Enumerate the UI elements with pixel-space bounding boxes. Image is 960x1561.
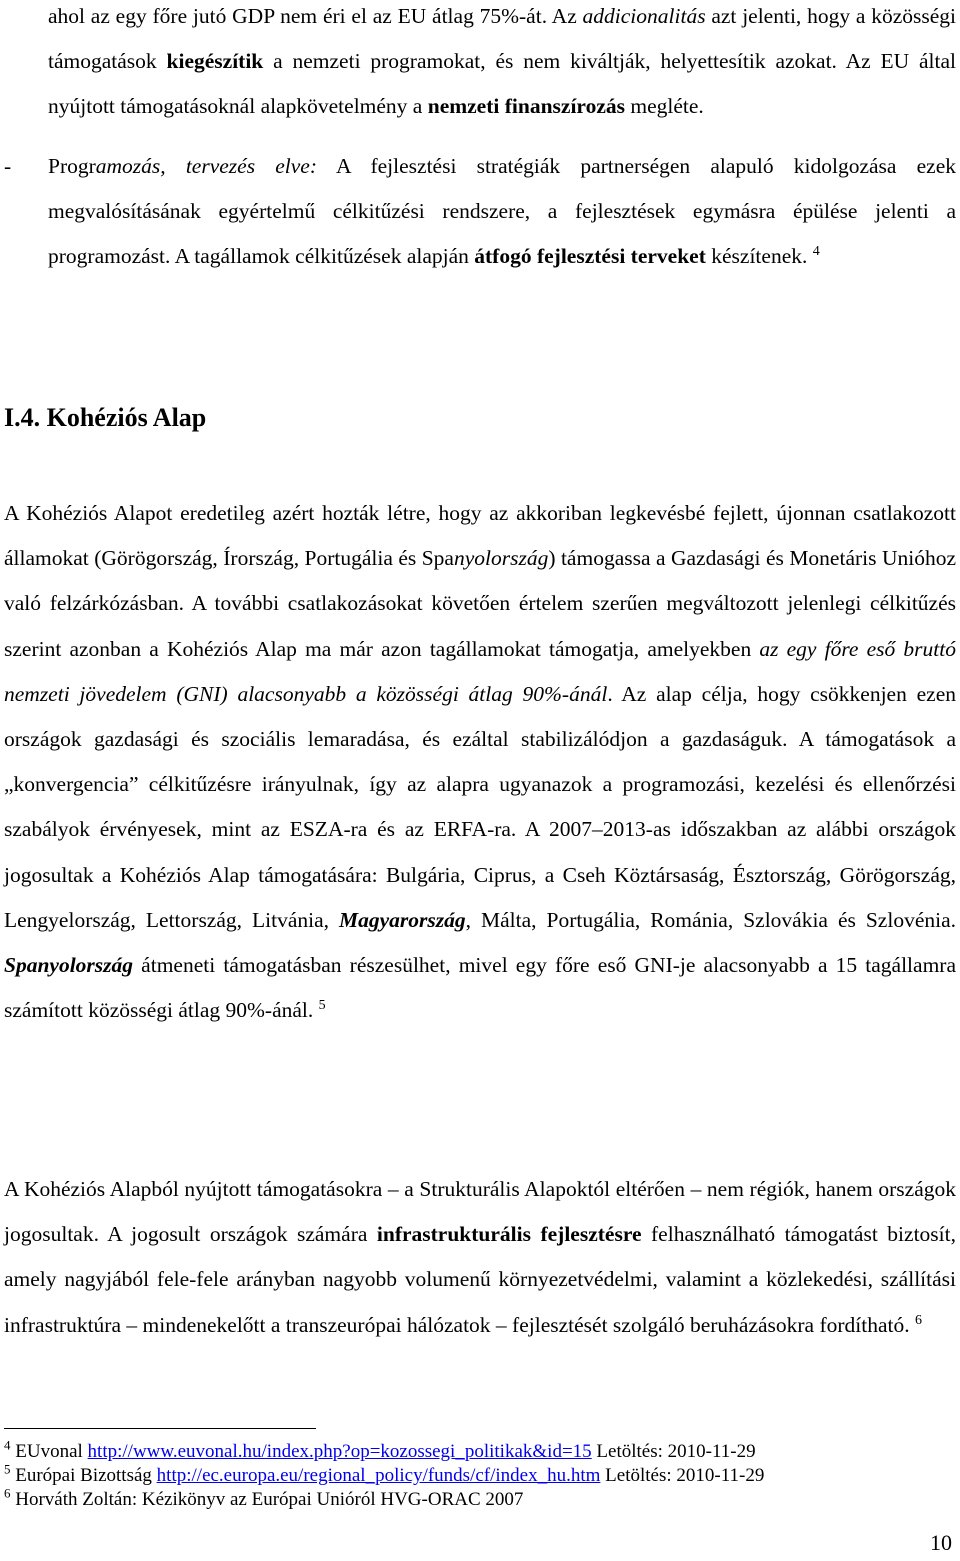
bold-term: átfogó fejlesztési terveket bbox=[474, 244, 706, 268]
text-run: átmeneti támogatásban részesülhet, mivel egy főre eső GNI-je alacsonyabb a 15 tagállamra számított közösségi átlag 90%-ánál. bbox=[4, 953, 956, 1023]
text-run: Progr bbox=[48, 154, 96, 178]
footnote-number: 6 bbox=[4, 1485, 11, 1501]
footnotes bbox=[4, 1437, 956, 1512]
italic-term: addicionalitás bbox=[582, 4, 706, 28]
footnote-number: 4 bbox=[4, 1437, 11, 1453]
bold-term: nemzeti finanszírozás bbox=[427, 94, 625, 118]
footnote-text: Horváth Zoltán: Kézikönyv az Európai Unióról HVG-ORAC 2007 bbox=[15, 1489, 524, 1510]
text-run: . Az alap célja, hogy csökkenjen ezen országok gazdasági és szociális lemaradása, és ezáltal stabilizálódjon a gazdaságuk. A támogatások a „konvergencia” célkitűzésre irányulnak, így az alapra ugyanazok a programozási, kezelési és ellenőrzési szabályok érvényesek, mint az ESZA-ra és az ERFA-ra. A 2007–2013-as időszakban az alábbi országok jogosultak a Kohéziós Alap támogatására: Bulgária, Ciprus, a Cseh Köztársaság, Észtország, Görögország, Lengyelország, Lettország, Litvánia, bbox=[4, 681, 956, 932]
bold-term: kiegészítik bbox=[166, 49, 264, 73]
section-heading: I.4. Kohéziós Alap bbox=[4, 403, 207, 432]
footnote-ref[interactable]: 6 bbox=[915, 1312, 923, 1328]
text-run: felhasználható támogatást biztosít, amely nagyjából fele-fele arányban nagyobb volumenű környezetvédelmi, valamint a közlekedési, szállítási infrastruktúra – mindenekelőtt a transzeurópai hálózatok – fejlesztését szolgáló beruházásokra fordítható. bbox=[4, 1222, 956, 1337]
text-run: , Málta, Portugália, Románia, Szlovákia és Szlovénia. bbox=[465, 907, 956, 932]
text-run: azt jelenti, hogy a közösségi támogatások bbox=[48, 4, 956, 73]
text-run: ahol az egy főre jutó GDP nem éri el az EU átlag 75%-át. Az bbox=[48, 4, 583, 28]
footnote bbox=[4, 1461, 956, 1488]
text-run: megléte. bbox=[624, 94, 704, 118]
text-run: A Kohéziós Alapot eredetileg azért hozták létre, hogy az akkoriban legkevésbé fejlett, újonnan csatlakozott államokat (Görögország, Írország, Portugália és Spa bbox=[4, 501, 956, 571]
footnote-number: 5 bbox=[4, 1461, 11, 1477]
bold-italic-term: Spanyolország bbox=[4, 953, 134, 978]
text-run: ) támogassa a Gazdasági és Monetáris Unióhoz való felzárkózásban. A további csatlakozásokat követően értelem szerűen megváltozott jelenlegi célkitűzés szerint azonban a Kohéziós Alap ma már azon tagállamokat támogatja, amelyekben bbox=[4, 546, 956, 661]
italic-term: nyolország bbox=[453, 546, 549, 571]
text-run: készítenek. bbox=[705, 244, 808, 268]
bullet-text bbox=[48, 144, 956, 279]
italic-term: amozás, tervezés elve: bbox=[95, 154, 317, 178]
footnote-link[interactable]: http://ec.europa.eu/regional_policy/funds/cf/index_hu.htm bbox=[156, 1465, 601, 1486]
paragraph-continuation bbox=[48, 0, 956, 129]
footnote bbox=[4, 1437, 956, 1464]
footnote-text: Letöltés: 2010-11-29 bbox=[591, 1441, 756, 1462]
footnote-text: Letöltés: 2010-11-29 bbox=[600, 1465, 765, 1486]
bullet-dash: - bbox=[4, 154, 12, 178]
footnote bbox=[4, 1485, 956, 1512]
footnote-separator bbox=[4, 1428, 316, 1429]
footnote-text: EUvonal bbox=[15, 1441, 88, 1462]
body-paragraph-2 bbox=[4, 1167, 956, 1348]
bold-italic-term: Magyarország bbox=[339, 907, 466, 932]
page-number: 10 bbox=[930, 1530, 952, 1555]
footnote-link[interactable]: http://www.euvonal.hu/index.php?op=kozossegi_politikak&id=15 bbox=[87, 1441, 592, 1462]
text-run: a nemzeti programokat, és nem kiváltják, helyettesítik azokat. Az EU által nyújtott támogatásoknál alapkövetelmény a bbox=[48, 49, 956, 118]
body-paragraph bbox=[4, 491, 956, 1033]
text-run: A Kohéziós Alapból nyújtott támogatásokra – a Strukturális Alapoktól eltérően – nem régiók, hanem országok jogosultak. A jogosult országok számára bbox=[4, 1177, 956, 1247]
italic-term: az egy főre eső bruttó nemzeti jövedelem (GNI) alacsonyabb a közösségi átlag 90%-ánál bbox=[4, 636, 956, 706]
footnote-ref[interactable]: 5 bbox=[318, 998, 326, 1014]
text-run: A fejlesztési stratégiák partnerségen alapuló kidolgozása ezek megvalósításának egyértelmű célkitűzési rendszere, a fejlesztések egymásra épülése jelenti a programozást. A tagállamok célkitűzések alapján bbox=[48, 154, 956, 268]
footnote-text: Európai Bizottság bbox=[15, 1465, 157, 1486]
bold-term: infrastrukturális fejlesztésre bbox=[376, 1222, 642, 1247]
footnote-ref[interactable]: 4 bbox=[812, 243, 820, 259]
